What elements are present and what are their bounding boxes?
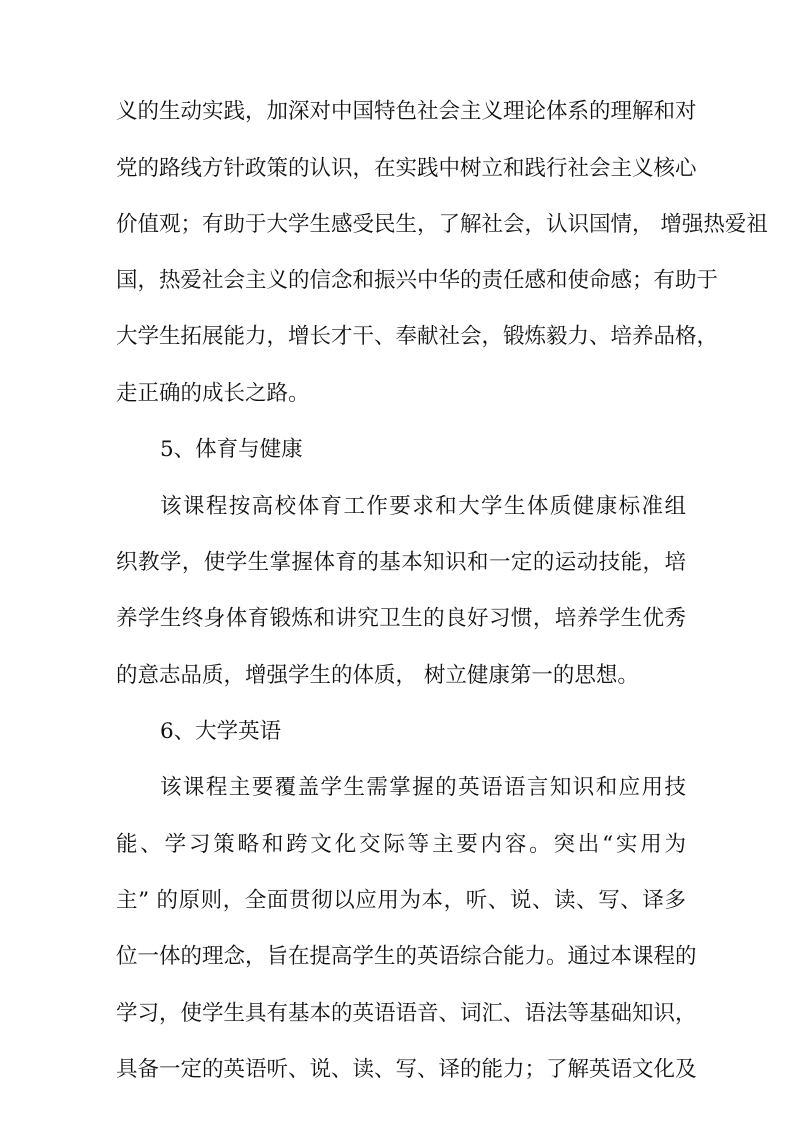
section-6-line: 学习，使学生具有基本的英语语音、词汇、语法等基础知识， <box>116 1001 697 1026</box>
section-6-heading: 6、大学英语 <box>160 719 282 744</box>
section-5-heading: 5、体育与健康 <box>160 437 303 462</box>
section-6-line: 主” 的原则，全面贯彻以应用为本，听、说、读、写、译多 <box>116 888 686 913</box>
section-5-line: 该课程按高校体育工作要求和大学生体质健康标准组 <box>160 494 686 519</box>
civic-paragraph-line: 大学生拓展能力，增长才干、奉献社会，锻炼毅力、培养品格， <box>116 324 719 349</box>
civic-paragraph-line: 义的生动实践，加深对中国特色社会主义理论体系的理解和对 <box>116 99 697 124</box>
civic-paragraph-line: 价值观；有助于大学生感受民生，了解社会，认识国情， 增强热爱祖 <box>116 212 768 237</box>
civic-paragraph-line: 走正确的成长之路。 <box>116 381 310 406</box>
civic-paragraph-line: 党的路线方针政策的认识，在实践中树立和践行社会主义核心 <box>116 156 697 181</box>
section-6-line: 该课程主要覆盖学生需掌握的英语语言知识和应用技 <box>160 775 686 800</box>
section-5-line: 养学生终身体育锻炼和讲究卫生的良好习惯，培养学生优秀 <box>116 606 686 631</box>
section-6-line: 能、学习策略和跨文化交际等主要内容。突出“实用为 <box>116 832 686 857</box>
section-6-line: 具备一定的英语听、说、读、写、译的能力；了解英语文化及 <box>116 1057 697 1082</box>
section-5-line: 的意志品质，增强学生的体质， 树立健康第一的思想。 <box>116 663 639 688</box>
section-5-line: 织教学，使学生掌握体育的基本知识和一定的运动技能，培 <box>116 550 686 575</box>
section-6-line: 位一体的理念，旨在提高学生的英语综合能力。通过本课程的 <box>116 944 697 969</box>
civic-paragraph-line: 国，热爱社会主义的信念和振兴中华的责任感和使命感；有助于 <box>116 268 719 293</box>
